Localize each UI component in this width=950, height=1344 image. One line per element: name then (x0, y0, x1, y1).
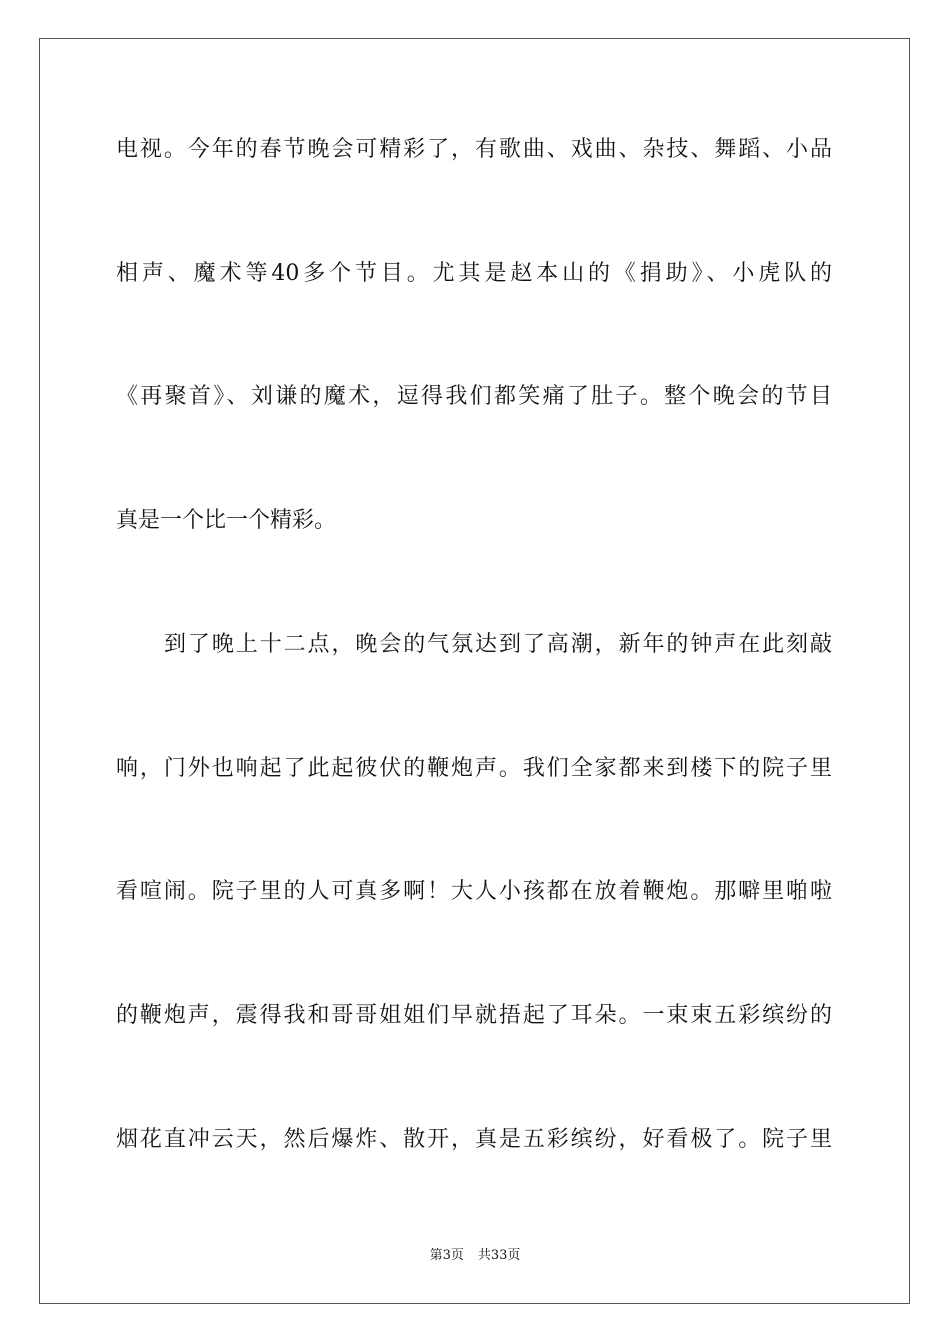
text-line-1: 电视。今年的春节晚会可精彩了，有歌曲、戏曲、杂技、舞蹈、小品 (116, 137, 832, 162)
page-total: 共33页 (477, 1248, 521, 1263)
page-frame (39, 38, 910, 1304)
text-line-7: 看喧闹。院子里的人可真多啊！大人小孩都在放着鞭炮。那噼里啪啦 (116, 879, 832, 904)
text-line-6: 响，门外也响起了此起彼伏的鞭炮声。我们全家都来到楼下的院子里 (116, 756, 832, 781)
text-line-3: 《再聚首》、刘谦的魔术，逗得我们都笑痛了肚子。整个晚会的节目 (116, 384, 832, 409)
text-line-5: 到了晚上十二点，晚会的气氛达到了高潮，新年的钟声在此刻敲 (164, 632, 832, 657)
text-line-2: 相声、魔术等40多个节目。尤其是赵本山的《捐助》、小虎队的 (116, 261, 832, 286)
page-number: 第3页 (429, 1248, 464, 1263)
text-line-9: 烟花直冲云天，然后爆炸、散开，真是五彩缤纷，好看极了。院子里 (116, 1127, 832, 1152)
text-line-4: 真是一个比一个精彩。 (116, 508, 337, 533)
text-line-8: 的鞭炮声，震得我和哥哥姐姐们早就捂起了耳朵。一束束五彩缤纷的 (116, 1003, 832, 1028)
page-footer (0, 1247, 950, 1265)
